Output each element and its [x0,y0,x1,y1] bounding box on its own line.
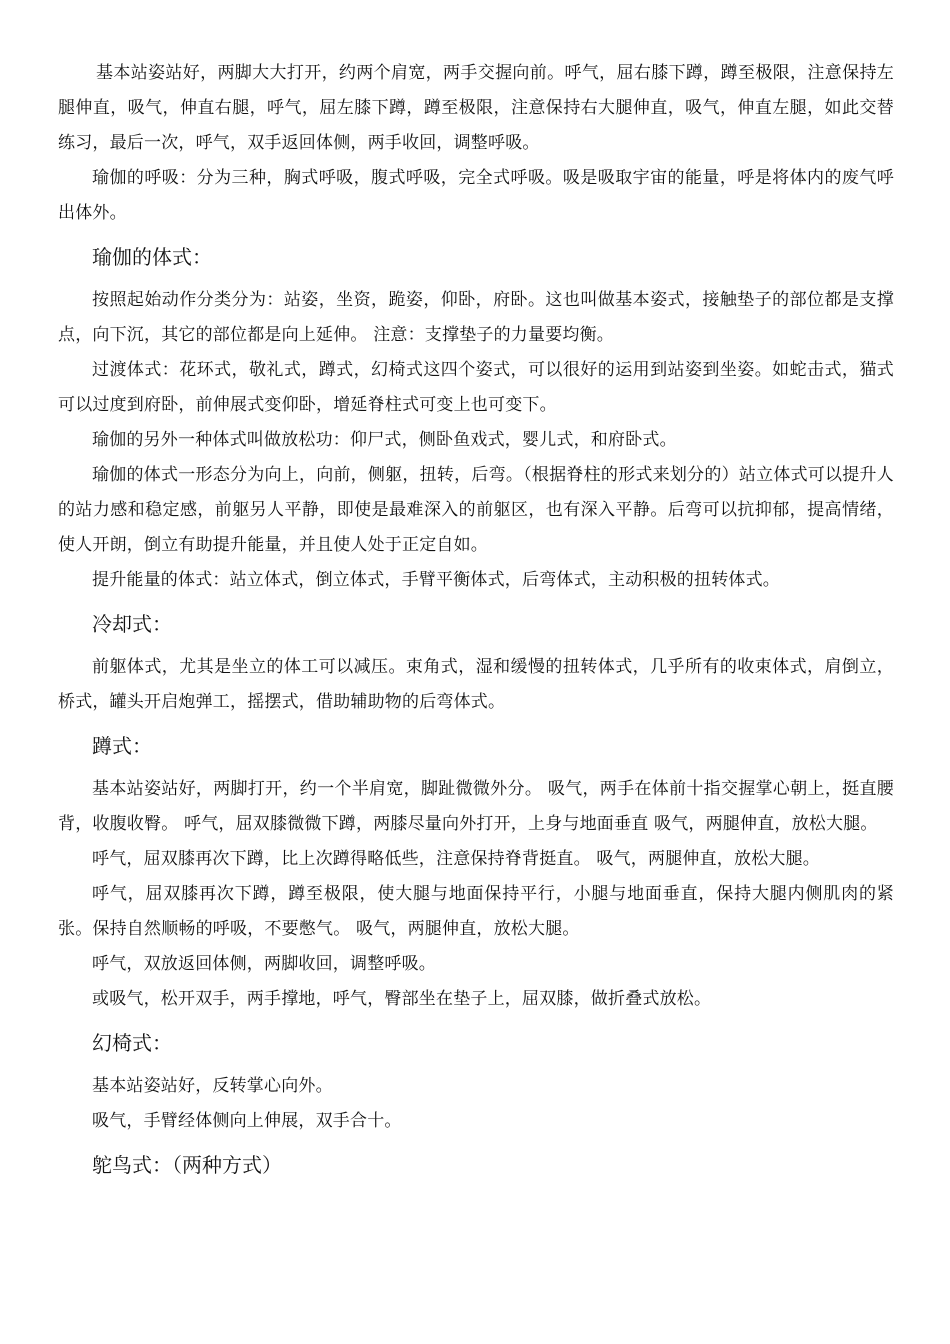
paragraph: 过渡体式：花环式，敬礼式，蹲式，幻椅式这四个姿式，可以很好的运用到站姿到坐姿。如蛇击式，猫式可以过度到府卧，前伸展式变仰卧，增延脊柱式可变上也可变下。 [58,360,894,415]
paragraph: 呼气，双放返回体侧，两脚收回，调整呼吸。 [92,954,436,974]
paragraph: 提升能量的体式：站立体式，倒立体式，手臂平衡体式，后弯体式，主动积极的扭转体式。 [92,570,780,590]
paragraph: 瑜伽的体式一形态分为向上，向前，侧躯，扭转，后弯。（根据脊柱的形式来划分的）站立体式可以提升人的站力感和稳定感，前躯另人平静，即使是最难深入的前躯区，也有深入平静。后弯可以抗抑郁，提高情绪，使人开朗，倒立有助提升能量，并且使人处于正定自如。 [58,465,894,555]
paragraph: 基本站姿站好，两脚打开，约一个半肩宽，脚趾微微外分。 吸气，两手在体前十指交握掌心朝上，挺直腰背，收腹收臀。 呼气，屈双膝微微下蹲，两膝尽量向外打开，上身与地面垂直 吸气，两腿伸直，放松大腿。 [58,779,894,834]
paragraph: 按照起始动作分类分为：站姿，坐资，跪姿，仰卧，府卧。这也叫做基本姿式，接触垫子的部位都是支撑点，向下沉，其它的部位都是向上延伸。 注意：支撑垫子的力量要均衡。 [58,290,894,345]
section-heading: 冷却式： [92,612,172,636]
section-heading: 蹲式： [92,734,152,758]
paragraph: 前躯体式，尤其是坐立的体工可以减压。束角式，湿和缓慢的扭转体式，几乎所有的收束体式，肩倒立，桥式，罐头开启炮弹工，摇摆式，借助辅助物的后弯体式。 [58,657,894,712]
paragraph: 呼气，屈双膝再次下蹲，蹲至极限，使大腿与地面保持平行，小腿与地面垂直，保持大腿内侧肌肉的紧张。保持自然顺畅的呼吸，不要憋气。 吸气，两腿伸直，放松大腿。 [58,884,894,939]
section-heading: 瑜伽的体式： [92,245,212,269]
paragraph: 呼气，屈双膝再次下蹲，比上次蹲得略低些，注意保持脊背挺直。 吸气，两腿伸直，放松大腿。 [92,849,821,869]
section-heading: 鸵鸟式：（两种方式） [92,1153,282,1177]
paragraph: 吸气，手臂经体侧向上伸展，双手合十。 [92,1111,402,1131]
paragraph: 基本站姿站好，两脚大大打开，约两个肩宽，两手交握向前。呼气，屈右膝下蹲，蹲至极限，注意保持左腿伸直，吸气，伸直右腿，呼气，屈左膝下蹲，蹲至极限，注意保持右大腿伸直，吸气，伸直左腿，如此交替练习，最后一次，呼气，双手返回体侧，两手收回，调整呼吸。 [58,63,894,153]
paragraph: 瑜伽的另外一种体式叫做放松功：仰尸式，侧卧鱼戏式，婴儿式，和府卧式。 [92,430,677,450]
paragraph: 或吸气，松开双手，两手撑地，呼气，臀部坐在垫子上，屈双膝，做折叠式放松。 [92,989,712,1009]
paragraph: 瑜伽的呼吸：分为三种，胸式呼吸，腹式呼吸，完全式呼吸。吸是吸取宇宙的能量，呼是将体内的废气呼出体外。 [58,168,894,223]
section-heading: 幻椅式： [92,1031,172,1055]
paragraph: 基本站姿站好，反转掌心向外。 [92,1076,333,1096]
